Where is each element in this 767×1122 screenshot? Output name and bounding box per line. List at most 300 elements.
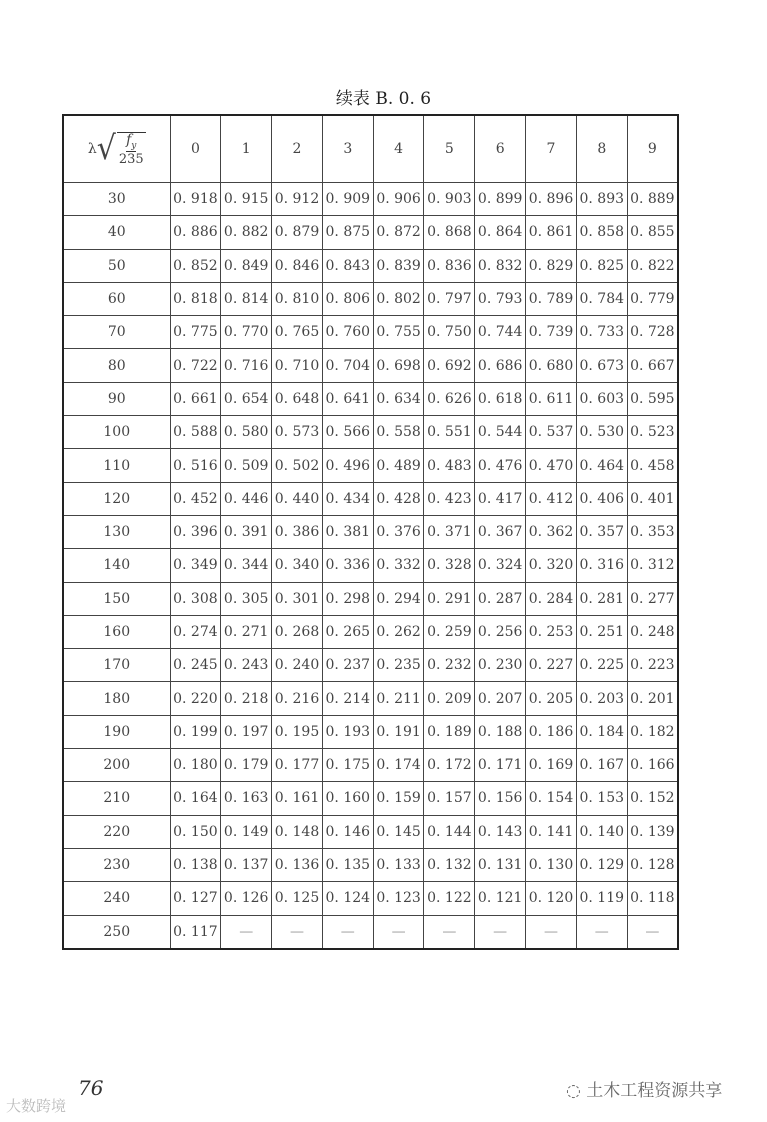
table-cell: 0. 291 [424,582,475,615]
table-cell: 0. 209 [424,682,475,715]
table-cell: 0. 412 [526,482,577,515]
table-cell: 0. 159 [373,782,424,815]
table-row [63,382,678,415]
table-cell: 0. 770 [221,316,272,349]
table-cell: 0. 253 [526,615,577,648]
table-cell: 0. 728 [627,316,678,349]
table-cell: 0. 760 [322,316,373,349]
table-cell: 0. 160 [322,782,373,815]
table-cell: 0. 144 [424,815,475,848]
table-cell: 0. 153 [576,782,627,815]
table-cell: 0. 618 [475,382,526,415]
table-cell: 0. 129 [576,848,627,881]
table-cell: 0. 207 [475,682,526,715]
row-label: 60 [63,282,170,315]
table-cell: 0. 551 [424,416,475,449]
table-cell: 0. 686 [475,349,526,382]
row-label: 90 [63,382,170,415]
table-cell: — [576,915,627,949]
row-label: 230 [63,848,170,881]
table-cell: 0. 218 [221,682,272,715]
table-cell: 0. 825 [576,249,627,282]
table-cell: 0. 626 [424,382,475,415]
lambda-symbol: λ [87,140,97,157]
table-cell: 0. 136 [272,848,323,881]
table-cell: 0. 814 [221,282,272,315]
table-cell: 0. 281 [576,582,627,615]
table-row [63,282,678,315]
table-cell: 0. 802 [373,282,424,315]
table-cell: 0. 271 [221,615,272,648]
table-cell: 0. 899 [475,183,526,216]
table-cell: — [526,915,577,949]
table-cell: 0. 793 [475,282,526,315]
table-cell: 0. 896 [526,183,577,216]
table-cell: 0. 810 [272,282,323,315]
table-cell: 0. 912 [272,183,323,216]
table-cell: 0. 230 [475,649,526,682]
table-header-row [63,115,678,183]
table-cell: 0. 138 [170,848,221,881]
table-cell: 0. 852 [170,249,221,282]
table-cell: 0. 135 [322,848,373,881]
table-cell: 0. 235 [373,649,424,682]
table-cell: 0. 476 [475,449,526,482]
table-cell: 0. 127 [170,882,221,915]
table-cell: 0. 648 [272,382,323,415]
table-cell: 0. 886 [170,216,221,249]
table-cell: 0. 284 [526,582,577,615]
row-label: 180 [63,682,170,715]
table-cell: — [424,915,475,949]
column-header: 5 [424,115,475,183]
table-cell: 0. 818 [170,282,221,315]
table-cell: 0. 797 [424,282,475,315]
header-formula-cell [63,115,170,183]
table-row [63,416,678,449]
table-cell: 0. 130 [526,848,577,881]
column-header: 3 [322,115,373,183]
table-cell: 0. 357 [576,515,627,548]
table-cell: 0. 336 [322,549,373,582]
table-cell: 0. 193 [322,715,373,748]
row-label: 50 [63,249,170,282]
table-row [63,848,678,881]
table-cell: — [322,915,373,949]
table-cell: 0. 243 [221,649,272,682]
table-cell: 0. 188 [475,715,526,748]
table-cell: 0. 161 [272,782,323,815]
table-cell: 0. 287 [475,582,526,615]
table-cell: 0. 440 [272,482,323,515]
table-cell: 0. 216 [272,682,323,715]
table-cell: 0. 169 [526,749,577,782]
table-cell: 0. 316 [576,549,627,582]
table-cell: 0. 376 [373,515,424,548]
table-cell: 0. 259 [424,615,475,648]
table-row [63,216,678,249]
table-cell: 0. 391 [221,515,272,548]
table-cell: 0. 733 [576,316,627,349]
table-cell: 0. 849 [221,249,272,282]
table-cell: 0. 868 [424,216,475,249]
table-cell: 0. 580 [221,416,272,449]
table-cell: 0. 344 [221,549,272,582]
table-cell: — [627,915,678,949]
table-cell: 0. 118 [627,882,678,915]
row-label: 250 [63,915,170,949]
table-cell: 0. 294 [373,582,424,615]
table-cell: 0. 125 [272,882,323,915]
table-cell: 0. 353 [627,515,678,548]
table-cell: 0. 371 [424,515,475,548]
table-cell: 0. 502 [272,449,323,482]
table-cell: 0. 765 [272,316,323,349]
table-cell: 0. 201 [627,682,678,715]
table-cell: 0. 588 [170,416,221,449]
table-row [63,715,678,748]
table-cell: 0. 164 [170,782,221,815]
table-cell: 0. 123 [373,882,424,915]
table-cell: 0. 882 [221,216,272,249]
row-label: 190 [63,715,170,748]
table-row [63,449,678,482]
table-cell: 0. 739 [526,316,577,349]
table-body [63,183,678,949]
row-label: 80 [63,349,170,382]
table-cell: 0. 189 [424,715,475,748]
stability-coefficient-table [62,114,679,950]
table-cell: 0. 149 [221,815,272,848]
table-cell: 0. 139 [627,815,678,848]
table-title: 续表 B. 0. 6 [335,89,432,109]
table-cell: 0. 124 [322,882,373,915]
row-label: 220 [63,815,170,848]
table-cell: 0. 692 [424,349,475,382]
table-cell: 0. 119 [576,882,627,915]
table-cell: 0. 893 [576,183,627,216]
watermark-right: ◌ 土木工程资源共享 [566,1081,723,1101]
table-cell: 0. 595 [627,382,678,415]
table-cell: 0. 174 [373,749,424,782]
table-cell: 0. 154 [526,782,577,815]
table-cell: 0. 131 [475,848,526,881]
table-cell: 0. 915 [221,183,272,216]
table-cell: 0. 305 [221,582,272,615]
table-row [63,249,678,282]
table-cell: 0. 464 [576,449,627,482]
table-cell: — [272,915,323,949]
row-label: 160 [63,615,170,648]
table-cell: 0. 704 [322,349,373,382]
table-cell: 0. 558 [373,416,424,449]
table-row [63,349,678,382]
table-cell: 0. 832 [475,249,526,282]
row-label: 110 [63,449,170,482]
table-cell: 0. 573 [272,416,323,449]
table-cell: 0. 843 [322,249,373,282]
table-cell: 0. 750 [424,316,475,349]
table-cell: 0. 634 [373,382,424,415]
table-cell: 0. 779 [627,282,678,315]
table-cell: — [373,915,424,949]
table-cell: 0. 806 [322,282,373,315]
table-cell: 0. 406 [576,482,627,515]
column-header: 7 [526,115,577,183]
row-label: 210 [63,782,170,815]
table-cell: 0. 301 [272,582,323,615]
table-cell: 0. 784 [576,282,627,315]
table-cell: 0. 156 [475,782,526,815]
table-cell: 0. 829 [526,249,577,282]
row-label: 140 [63,549,170,582]
table-cell: 0. 603 [576,382,627,415]
fraction-numerator: $f_y$ [126,131,137,151]
table-cell: 0. 846 [272,249,323,282]
table-cell: 0. 148 [272,815,323,848]
table-cell: 0. 861 [526,216,577,249]
table-cell: 0. 381 [322,515,373,548]
table-cell: 0. 117 [170,915,221,949]
table-cell: 0. 423 [424,482,475,515]
table-cell: 0. 918 [170,183,221,216]
table-cell: 0. 673 [576,349,627,382]
fraction [117,132,146,167]
table-cell: 0. 157 [424,782,475,815]
table-cell: 0. 312 [627,549,678,582]
table-cell: 0. 227 [526,649,577,682]
column-header: 8 [576,115,627,183]
row-label: 40 [63,216,170,249]
table-cell: 0. 434 [322,482,373,515]
table-cell: 0. 523 [627,416,678,449]
table-cell: 0. 722 [170,349,221,382]
table-cell: 0. 240 [272,649,323,682]
table-cell: 0. 906 [373,183,424,216]
table-cell: 0. 140 [576,815,627,848]
table-row [63,615,678,648]
row-label: 100 [63,416,170,449]
table-cell: 0. 274 [170,615,221,648]
table-cell: 0. 396 [170,515,221,548]
table-cell: 0. 308 [170,582,221,615]
table-cell: 0. 203 [576,682,627,715]
table-cell: 0. 879 [272,216,323,249]
table-cell: 0. 145 [373,815,424,848]
table-cell: 0. 256 [475,615,526,648]
column-header: 2 [272,115,323,183]
table-cell: 0. 401 [627,482,678,515]
table-cell: 0. 428 [373,482,424,515]
table-cell: 0. 903 [424,183,475,216]
table-cell: 0. 537 [526,416,577,449]
table-cell: 0. 710 [272,349,323,382]
table-cell: 0. 386 [272,515,323,548]
row-label: 170 [63,649,170,682]
table-row [63,782,678,815]
table-cell: 0. 132 [424,848,475,881]
table-cell: 0. 328 [424,549,475,582]
table-cell: 0. 237 [322,649,373,682]
table-cell: 0. 128 [627,848,678,881]
table-cell: 0. 417 [475,482,526,515]
watermark-left: 大数跨境 [6,1097,67,1115]
table-cell: 0. 122 [424,882,475,915]
table-cell: 0. 362 [526,515,577,548]
table-cell: 0. 789 [526,282,577,315]
table-cell: 0. 251 [576,615,627,648]
table-cell: 0. 530 [576,416,627,449]
table-row [63,749,678,782]
table-cell: 0. 332 [373,549,424,582]
table-cell: 0. 470 [526,449,577,482]
table-cell: 0. 137 [221,848,272,881]
column-header: 9 [627,115,678,183]
table-cell: 0. 340 [272,549,323,582]
table-cell: 0. 143 [475,815,526,848]
radical-icon: √ [96,129,116,168]
table-cell: 0. 152 [627,782,678,815]
table-row [63,682,678,715]
table-cell: 0. 864 [475,216,526,249]
table-cell: 0. 544 [475,416,526,449]
table-cell: 0. 199 [170,715,221,748]
table-cell: 0. 172 [424,749,475,782]
table-cell: 0. 277 [627,582,678,615]
table-cell: 0. 367 [475,515,526,548]
table-row [63,649,678,682]
table-cell: 0. 166 [627,749,678,782]
table-cell: 0. 262 [373,615,424,648]
row-label: 70 [63,316,170,349]
table-cell: 0. 839 [373,249,424,282]
table-row [63,183,678,216]
table-cell: — [475,915,526,949]
table-row [63,582,678,615]
table-cell: 0. 496 [322,449,373,482]
table-cell: 0. 146 [322,815,373,848]
table-cell: 0. 516 [170,449,221,482]
table-cell: 0. 265 [322,615,373,648]
column-header: 0 [170,115,221,183]
table-cell: 0. 197 [221,715,272,748]
table-cell: 0. 822 [627,249,678,282]
table-row [63,316,678,349]
table-cell: 0. 180 [170,749,221,782]
table-cell: 0. 458 [627,449,678,482]
table-cell: 0. 909 [322,183,373,216]
table-cell: 0. 184 [576,715,627,748]
fraction-denominator: 235 [118,152,144,168]
table-cell: 0. 248 [627,615,678,648]
table-cell: 0. 836 [424,249,475,282]
table-cell: 0. 855 [627,216,678,249]
table-cell: 0. 175 [322,749,373,782]
table-cell: 0. 611 [526,382,577,415]
table-cell: 0. 641 [322,382,373,415]
table-row [63,882,678,915]
table-cell: 0. 120 [526,882,577,915]
table-cell: 0. 566 [322,416,373,449]
row-label: 200 [63,749,170,782]
wechat-icon: ◌ [566,1081,587,1101]
table-cell: 0. 698 [373,349,424,382]
table-cell: 0. 167 [576,749,627,782]
row-label: 130 [63,515,170,548]
table-cell: — [221,915,272,949]
column-header: 1 [221,115,272,183]
table-cell: 0. 225 [576,649,627,682]
table-cell: 0. 126 [221,882,272,915]
row-label: 150 [63,582,170,615]
table-cell: 0. 179 [221,749,272,782]
table-row [63,482,678,515]
table-cell: 0. 452 [170,482,221,515]
table-cell: 0. 245 [170,649,221,682]
table-cell: 0. 509 [221,449,272,482]
table-cell: 0. 121 [475,882,526,915]
row-label: 30 [63,183,170,216]
table-cell: 0. 163 [221,782,272,815]
table-cell: 0. 191 [373,715,424,748]
table-cell: 0. 268 [272,615,323,648]
table-cell: 0. 186 [526,715,577,748]
table-cell: 0. 654 [221,382,272,415]
table-row [63,549,678,582]
table-cell: 0. 667 [627,349,678,382]
slenderness-formula [87,129,146,168]
table-cell: 0. 858 [576,216,627,249]
column-header: 4 [373,115,424,183]
table-cell: 0. 177 [272,749,323,782]
table-cell: 0. 223 [627,649,678,682]
table-row [63,915,678,949]
table-cell: 0. 483 [424,449,475,482]
table-cell: 0. 872 [373,216,424,249]
table-cell: 0. 214 [322,682,373,715]
table-cell: 0. 324 [475,549,526,582]
table-cell: 0. 320 [526,549,577,582]
page-number: 76 [78,1076,104,1100]
table-cell: 0. 150 [170,815,221,848]
table-row [63,815,678,848]
row-label: 120 [63,482,170,515]
table-cell: 0. 298 [322,582,373,615]
table-cell: 0. 875 [322,216,373,249]
table-cell: 0. 349 [170,549,221,582]
table-cell: 0. 446 [221,482,272,515]
table-cell: 0. 195 [272,715,323,748]
table-row [63,515,678,548]
table-cell: 0. 171 [475,749,526,782]
table-cell: 0. 489 [373,449,424,482]
table-cell: 0. 211 [373,682,424,715]
table-cell: 0. 680 [526,349,577,382]
table-cell: 0. 661 [170,382,221,415]
table-cell: 0. 232 [424,649,475,682]
row-label: 240 [63,882,170,915]
table-cell: 0. 205 [526,682,577,715]
table-cell: 0. 889 [627,183,678,216]
table-cell: 0. 141 [526,815,577,848]
column-header: 6 [475,115,526,183]
table-cell: 0. 220 [170,682,221,715]
table-cell: 0. 744 [475,316,526,349]
table-cell: 0. 182 [627,715,678,748]
table-cell: 0. 775 [170,316,221,349]
table-cell: 0. 755 [373,316,424,349]
table-cell: 0. 716 [221,349,272,382]
